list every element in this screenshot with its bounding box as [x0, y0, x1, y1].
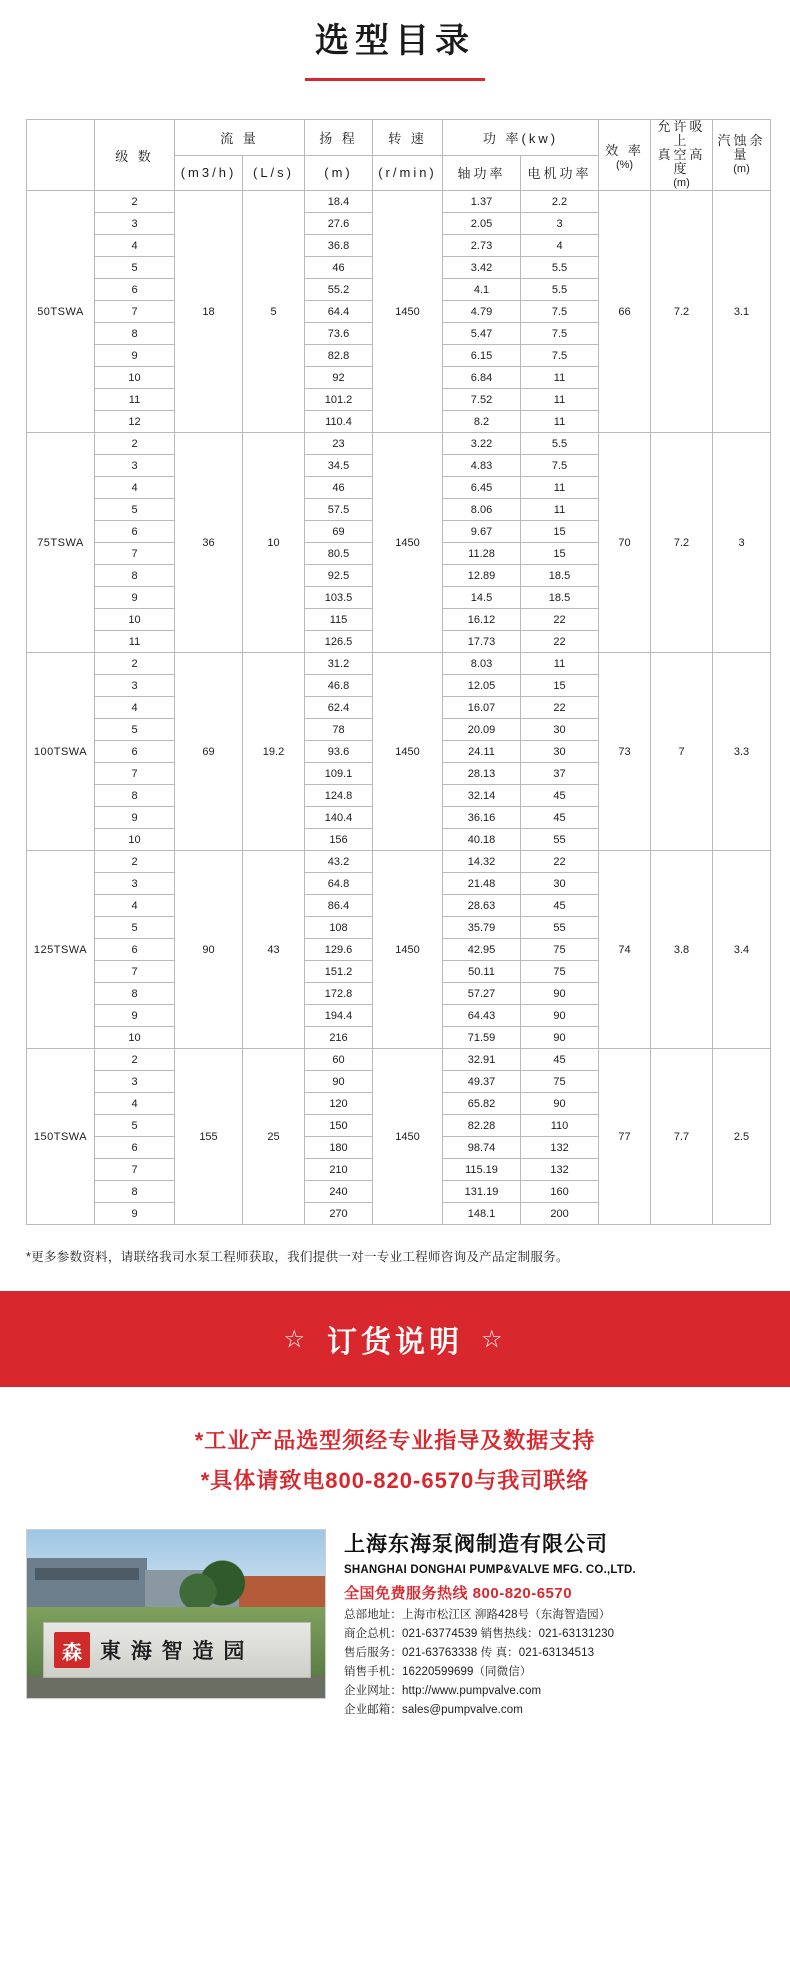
cell-shaft-power: 42.95	[443, 939, 521, 961]
cell-head: 103.5	[305, 587, 373, 609]
cell-head: 216	[305, 1027, 373, 1049]
cell-motor-power: 11	[521, 389, 599, 411]
cell-flow-m3h: 18	[175, 191, 243, 433]
cell-speed: 1450	[373, 433, 443, 653]
cell-motor-power: 90	[521, 1093, 599, 1115]
cell-flow-ls: 10	[243, 433, 305, 653]
cell-head: 46	[305, 257, 373, 279]
cell-head: 18.4	[305, 191, 373, 213]
company-phone-sales: 商企总机：021-63774539 销售热线：021-63131230	[344, 1628, 615, 1640]
header-stage: 级 数	[95, 120, 175, 191]
cell-head: 101.2	[305, 389, 373, 411]
spec-table-body	[27, 191, 771, 1225]
cell-flow-m3h: 36	[175, 433, 243, 653]
cell-efficiency: 77	[599, 1049, 651, 1225]
header-npsh-line1: 允许吸上	[657, 119, 706, 148]
cell-stage: 6	[95, 1137, 175, 1159]
cell-head: 78	[305, 719, 373, 741]
cell-head: 90	[305, 1071, 373, 1093]
table-row	[27, 433, 771, 455]
cell-motor-power: 18.5	[521, 565, 599, 587]
cell-stage: 6	[95, 939, 175, 961]
cell-shaft-power: 36.16	[443, 807, 521, 829]
cell-stage: 8	[95, 323, 175, 345]
header-speed-unit: (r/min)	[373, 155, 443, 191]
cell-stage: 11	[95, 631, 175, 653]
cell-shaft-power: 82.28	[443, 1115, 521, 1137]
cell-stage: 2	[95, 653, 175, 675]
cell-shaft-power: 21.48	[443, 873, 521, 895]
cell-shaft-power: 4.79	[443, 301, 521, 323]
cell-stage: 5	[95, 499, 175, 521]
cell-head: 110.4	[305, 411, 373, 433]
cell-shaft-power: 65.82	[443, 1093, 521, 1115]
cell-motor-power: 11	[521, 411, 599, 433]
cell-shaft-power: 6.15	[443, 345, 521, 367]
cell-shaft-power: 148.1	[443, 1203, 521, 1225]
cell-motor-power: 22	[521, 609, 599, 631]
header-cavitation-unit: (m)	[733, 163, 750, 175]
cell-flow-ls: 43	[243, 851, 305, 1049]
header-efficiency-unit: (%)	[615, 158, 634, 171]
cell-head: 115	[305, 609, 373, 631]
cell-motor-power: 75	[521, 1071, 599, 1093]
cell-stage: 4	[95, 477, 175, 499]
cell-motor-power: 5.5	[521, 257, 599, 279]
cell-motor-power: 132	[521, 1137, 599, 1159]
cell-motor-power: 7.5	[521, 301, 599, 323]
cell-npsh: 7.2	[651, 433, 713, 653]
cell-motor-power: 75	[521, 961, 599, 983]
cell-npsh: 3.8	[651, 851, 713, 1049]
cell-motor-power: 11	[521, 477, 599, 499]
company-info	[344, 1529, 764, 1720]
cell-head: 156	[305, 829, 373, 851]
company-email: 企业邮箱：sales@pumpvalve.com	[344, 1704, 523, 1716]
cell-stage: 3	[95, 213, 175, 235]
company-phone-service: 售后服务：021-63763338 传 真：021-63134513	[344, 1647, 595, 1659]
cell-cavitation: 3	[713, 433, 771, 653]
title-underline	[305, 78, 485, 81]
cell-head: 270	[305, 1203, 373, 1225]
cell-stage: 10	[95, 829, 175, 851]
cell-shaft-power: 12.05	[443, 675, 521, 697]
photo-sign-text: 東 海 智 造 园	[100, 1640, 247, 1663]
cell-shaft-power: 14.32	[443, 851, 521, 873]
cell-shaft-power: 4.83	[443, 455, 521, 477]
cell-stage: 3	[95, 455, 175, 477]
cell-stage: 6	[95, 279, 175, 301]
cell-stage: 5	[95, 257, 175, 279]
cell-stage: 3	[95, 675, 175, 697]
statements-block	[0, 1387, 790, 1529]
cell-motor-power: 11	[521, 653, 599, 675]
header-flow-unit-ls: (L/s)	[243, 155, 305, 191]
cell-head: 109.1	[305, 763, 373, 785]
cell-shaft-power: 16.07	[443, 697, 521, 719]
cell-head: 129.6	[305, 939, 373, 961]
cell-stage: 8	[95, 1181, 175, 1203]
cell-npsh: 7.7	[651, 1049, 713, 1225]
header-cavitation	[713, 120, 771, 191]
cell-motor-power: 55	[521, 829, 599, 851]
cell-stage: 2	[95, 851, 175, 873]
cell-motor-power: 45	[521, 785, 599, 807]
star-right-icon: ☆	[481, 1325, 507, 1353]
cell-motor-power: 22	[521, 851, 599, 873]
header-npsh-line2: 真空高度	[657, 147, 706, 176]
cell-shaft-power: 12.89	[443, 565, 521, 587]
cell-stage: 6	[95, 741, 175, 763]
cell-head: 172.8	[305, 983, 373, 1005]
cell-stage: 5	[95, 1115, 175, 1137]
cell-stage: 12	[95, 411, 175, 433]
cell-stage: 5	[95, 917, 175, 939]
cell-motor-power: 7.5	[521, 323, 599, 345]
cell-head: 92.5	[305, 565, 373, 587]
cell-motor-power: 90	[521, 983, 599, 1005]
cell-model: 50TSWA	[27, 191, 95, 433]
cell-motor-power: 160	[521, 1181, 599, 1203]
cell-model: 150TSWA	[27, 1049, 95, 1225]
cell-head: 31.2	[305, 653, 373, 675]
cell-efficiency: 66	[599, 191, 651, 433]
cell-head: 36.8	[305, 235, 373, 257]
cell-cavitation: 3.1	[713, 191, 771, 433]
cell-stage: 4	[95, 235, 175, 257]
cell-stage: 7	[95, 763, 175, 785]
cell-motor-power: 132	[521, 1159, 599, 1181]
cell-stage: 4	[95, 895, 175, 917]
order-instructions-title: 订货说明	[327, 1326, 463, 1359]
cell-motor-power: 2.2	[521, 191, 599, 213]
cell-shaft-power: 49.37	[443, 1071, 521, 1093]
cell-motor-power: 22	[521, 631, 599, 653]
cell-motor-power: 18.5	[521, 587, 599, 609]
footnote: *更多参数资料，请联络我司水泵工程师获取，我们提供一对一专业工程师咨询及产品定制服务。	[26, 1250, 569, 1264]
cell-shaft-power: 8.2	[443, 411, 521, 433]
cell-efficiency: 74	[599, 851, 651, 1049]
header-head-unit: (m)	[305, 155, 373, 191]
cell-shaft-power: 98.74	[443, 1137, 521, 1159]
cell-stage: 7	[95, 1159, 175, 1181]
cell-shaft-power: 1.37	[443, 191, 521, 213]
cell-shaft-power: 64.43	[443, 1005, 521, 1027]
cell-head: 93.6	[305, 741, 373, 763]
header-npsh-unit: (m)	[673, 177, 690, 189]
cell-speed: 1450	[373, 851, 443, 1049]
company-website: 企业网址：http://www.pumpvalve.com	[344, 1685, 542, 1697]
cell-stage: 8	[95, 785, 175, 807]
header-flow: 流 量	[175, 120, 305, 156]
cell-stage: 5	[95, 719, 175, 741]
spec-table-head	[27, 120, 771, 191]
cell-stage: 9	[95, 1203, 175, 1225]
photo-road	[27, 1676, 325, 1698]
order-instructions-banner	[0, 1291, 790, 1387]
cell-head: 124.8	[305, 785, 373, 807]
cell-stage: 6	[95, 521, 175, 543]
cell-head: 210	[305, 1159, 373, 1181]
cell-shaft-power: 35.79	[443, 917, 521, 939]
cell-motor-power: 30	[521, 873, 599, 895]
cell-flow-m3h: 90	[175, 851, 243, 1049]
cell-shaft-power: 7.52	[443, 389, 521, 411]
cell-motor-power: 5.5	[521, 433, 599, 455]
company-name-en: SHANGHAI DONGHAI PUMP&VALVE MFG. CO.,LTD.	[344, 1564, 636, 1576]
cell-stage: 8	[95, 565, 175, 587]
cell-head: 86.4	[305, 895, 373, 917]
cell-shaft-power: 28.63	[443, 895, 521, 917]
cell-shaft-power: 4.1	[443, 279, 521, 301]
cell-shaft-power: 3.22	[443, 433, 521, 455]
header-efficiency-label: 效 率	[605, 142, 644, 158]
cell-motor-power: 45	[521, 895, 599, 917]
cell-shaft-power: 17.73	[443, 631, 521, 653]
statement-line-2: *具体请致电800-820-6570与我司联络	[200, 1468, 590, 1493]
cell-speed: 1450	[373, 191, 443, 433]
cell-stage: 7	[95, 961, 175, 983]
cell-motor-power: 30	[521, 741, 599, 763]
cell-head: 140.4	[305, 807, 373, 829]
page-title-block	[0, 0, 790, 81]
cell-stage: 10	[95, 609, 175, 631]
cell-motor-power: 200	[521, 1203, 599, 1225]
cell-stage: 9	[95, 1005, 175, 1027]
cell-motor-power: 75	[521, 939, 599, 961]
cell-stage: 4	[95, 697, 175, 719]
cell-flow-ls: 19.2	[243, 653, 305, 851]
company-name-cn: 上海东海泵阀制造有限公司	[344, 1533, 608, 1556]
cell-motor-power: 90	[521, 1005, 599, 1027]
cell-motor-power: 55	[521, 917, 599, 939]
cell-stage: 2	[95, 191, 175, 213]
cell-motor-power: 15	[521, 543, 599, 565]
cell-shaft-power: 11.28	[443, 543, 521, 565]
cell-shaft-power: 16.12	[443, 609, 521, 631]
cell-motor-power: 90	[521, 1027, 599, 1049]
cell-motor-power: 37	[521, 763, 599, 785]
table-row	[27, 1049, 771, 1071]
cell-model: 125TSWA	[27, 851, 95, 1049]
cell-stage: 9	[95, 587, 175, 609]
cell-shaft-power: 40.18	[443, 829, 521, 851]
cell-head: 194.4	[305, 1005, 373, 1027]
cell-stage: 7	[95, 543, 175, 565]
header-power: 功 率(kw)	[443, 120, 599, 156]
cell-efficiency: 73	[599, 653, 651, 851]
cell-motor-power: 15	[521, 675, 599, 697]
cell-head: 73.6	[305, 323, 373, 345]
header-speed: 转 速	[373, 120, 443, 156]
cell-head: 240	[305, 1181, 373, 1203]
header-model	[27, 120, 95, 191]
cell-shaft-power: 8.06	[443, 499, 521, 521]
cell-motor-power: 11	[521, 367, 599, 389]
cell-shaft-power: 24.11	[443, 741, 521, 763]
cell-npsh: 7	[651, 653, 713, 851]
cell-head: 23	[305, 433, 373, 455]
cell-head: 46.8	[305, 675, 373, 697]
cell-head: 64.4	[305, 301, 373, 323]
cell-shaft-power: 8.03	[443, 653, 521, 675]
spec-table	[26, 119, 771, 1225]
photo-entrance-sign	[43, 1622, 311, 1678]
header-head: 扬 程	[305, 120, 373, 156]
cell-stage: 3	[95, 1071, 175, 1093]
cell-cavitation: 3.4	[713, 851, 771, 1049]
cell-shaft-power: 71.59	[443, 1027, 521, 1049]
factory-photo	[26, 1529, 326, 1699]
cell-shaft-power: 5.47	[443, 323, 521, 345]
cell-motor-power: 3	[521, 213, 599, 235]
cell-stage: 2	[95, 1049, 175, 1071]
cell-shaft-power: 3.42	[443, 257, 521, 279]
cell-shaft-power: 32.91	[443, 1049, 521, 1071]
cell-stage: 11	[95, 389, 175, 411]
statement-line-1: *工业产品选型须经专业指导及数据支持	[194, 1428, 596, 1453]
cell-head: 57.5	[305, 499, 373, 521]
cell-stage: 3	[95, 873, 175, 895]
cell-motor-power: 7.5	[521, 455, 599, 477]
cell-shaft-power: 9.67	[443, 521, 521, 543]
cell-cavitation: 2.5	[713, 1049, 771, 1225]
cell-head: 34.5	[305, 455, 373, 477]
cell-head: 60	[305, 1049, 373, 1071]
page-title: 选型目录	[315, 22, 475, 60]
cell-motor-power: 15	[521, 521, 599, 543]
cell-motor-power: 22	[521, 697, 599, 719]
cell-motor-power: 110	[521, 1115, 599, 1137]
header-power-motor: 电机功率	[521, 155, 599, 191]
header-npsh	[651, 120, 713, 191]
cell-model: 100TSWA	[27, 653, 95, 851]
company-address: 总部地址：上海市松江区 泖路428号（东海智造园）	[344, 1609, 611, 1621]
cell-motor-power: 11	[521, 499, 599, 521]
cell-head: 43.2	[305, 851, 373, 873]
cell-head: 55.2	[305, 279, 373, 301]
cell-shaft-power: 6.84	[443, 367, 521, 389]
cell-shaft-power: 2.05	[443, 213, 521, 235]
cell-stage: 7	[95, 301, 175, 323]
cell-flow-ls: 5	[243, 191, 305, 433]
cell-head: 108	[305, 917, 373, 939]
cell-head: 150	[305, 1115, 373, 1137]
cell-head: 69	[305, 521, 373, 543]
spec-table-wrapper	[26, 119, 764, 1225]
company-hotline: 全国免费服务热线 800-820-6570	[344, 1585, 573, 1602]
cell-shaft-power: 20.09	[443, 719, 521, 741]
company-mobile: 销售手机：16220599699（同微信）	[344, 1666, 532, 1678]
cell-stage: 8	[95, 983, 175, 1005]
cell-shaft-power: 115.19	[443, 1159, 521, 1181]
cell-shaft-power: 6.45	[443, 477, 521, 499]
table-row	[27, 191, 771, 213]
cell-shaft-power: 50.11	[443, 961, 521, 983]
cell-stage: 9	[95, 345, 175, 367]
cell-shaft-power: 32.14	[443, 785, 521, 807]
cell-head: 27.6	[305, 213, 373, 235]
cell-head: 80.5	[305, 543, 373, 565]
cell-motor-power: 45	[521, 1049, 599, 1071]
cell-head: 62.4	[305, 697, 373, 719]
cell-stage: 2	[95, 433, 175, 455]
cell-shaft-power: 2.73	[443, 235, 521, 257]
star-left-icon: ☆	[283, 1325, 309, 1353]
header-efficiency	[599, 120, 651, 191]
photo-building-left	[27, 1558, 147, 1610]
cell-motor-power: 7.5	[521, 345, 599, 367]
company-logo-icon: 森	[54, 1632, 90, 1668]
header-power-shaft: 轴功率	[443, 155, 521, 191]
cell-model: 75TSWA	[27, 433, 95, 653]
cell-cavitation: 3.3	[713, 653, 771, 851]
header-flow-unit-m3h: (m3/h)	[175, 155, 243, 191]
cell-speed: 1450	[373, 1049, 443, 1225]
cell-motor-power: 4	[521, 235, 599, 257]
cell-head: 92	[305, 367, 373, 389]
cell-motor-power: 45	[521, 807, 599, 829]
cell-motor-power: 30	[521, 719, 599, 741]
cell-shaft-power: 14.5	[443, 587, 521, 609]
cell-stage: 10	[95, 1027, 175, 1049]
cell-shaft-power: 57.27	[443, 983, 521, 1005]
cell-flow-m3h: 155	[175, 1049, 243, 1225]
cell-speed: 1450	[373, 653, 443, 851]
table-row	[27, 851, 771, 873]
cell-stage: 4	[95, 1093, 175, 1115]
header-cavitation-label: 汽蚀余量	[717, 133, 766, 162]
footer	[0, 1529, 790, 1746]
cell-head: 126.5	[305, 631, 373, 653]
table-row	[27, 653, 771, 675]
cell-npsh: 7.2	[651, 191, 713, 433]
cell-stage: 9	[95, 807, 175, 829]
cell-head: 151.2	[305, 961, 373, 983]
cell-head: 120	[305, 1093, 373, 1115]
cell-motor-power: 5.5	[521, 279, 599, 301]
cell-efficiency: 70	[599, 433, 651, 653]
cell-head: 82.8	[305, 345, 373, 367]
cell-head: 64.8	[305, 873, 373, 895]
cell-head: 180	[305, 1137, 373, 1159]
cell-shaft-power: 28.13	[443, 763, 521, 785]
cell-shaft-power: 131.19	[443, 1181, 521, 1203]
cell-flow-ls: 25	[243, 1049, 305, 1225]
header-row-1	[27, 120, 771, 156]
cell-stage: 10	[95, 367, 175, 389]
cell-flow-m3h: 69	[175, 653, 243, 851]
cell-head: 46	[305, 477, 373, 499]
